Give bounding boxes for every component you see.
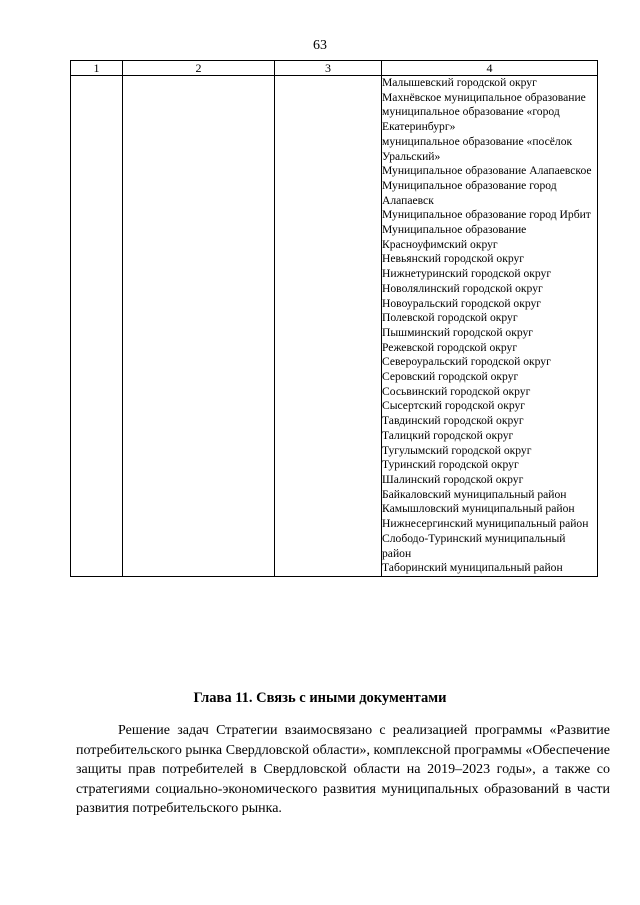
chapter-paragraph: Решение задач Стратегии взаимосвязано с реализацией программы «Развитие потребительского рынка Свердловской области», комплексной программы «Обеспечение защиты прав потребителей в Свердловской области на 2019–2023 годы», а также со стратегиями социально-экономического развития муниципальных образований в части развития потребительского рынка. (76, 723, 610, 816)
column-header-1: 1 (71, 61, 123, 76)
municipality-entry: Тавдинский городской округ (382, 414, 524, 428)
municipality-entry: Шалинский городской округ (382, 472, 524, 486)
municipality-entry: Пышминский городской округ (382, 325, 534, 339)
table-cell-col3 (275, 76, 382, 577)
municipality-entry: Невьянский городской округ (382, 252, 525, 266)
municipality-entry: Полевской городской округ (382, 311, 518, 325)
municipality-entry: Таборинский муниципальный район (382, 561, 563, 575)
municipality-entry: Режевской городской округ (382, 340, 518, 354)
municipality-entry: Нижнетуринский городской округ (382, 267, 552, 281)
municipality-entry: Малышевский городской округ (382, 76, 537, 89)
table-cell-col4 (382, 76, 598, 577)
municipality-entry: Североуральский городской округ (382, 355, 551, 369)
table-cell-col1 (71, 76, 123, 577)
municipality-entry: Муниципальное образование город Алапаевск (382, 178, 557, 207)
municipality-entry: муниципальное образование «город Екатеринбург» (382, 105, 560, 134)
chapter-title: Глава 11. Связь с иными документами (193, 690, 447, 706)
municipality-entry: Байкаловский муниципальный район (382, 487, 567, 501)
table-row (71, 76, 598, 577)
column-header-2: 2 (123, 61, 275, 76)
municipality-entry: Нижнесергинский муниципальный район (382, 517, 589, 531)
municipality-entry: Новолялинский городской округ (382, 281, 543, 295)
municipality-entry: Сосьвинский городской округ (382, 384, 531, 398)
table-cell-col2 (123, 76, 275, 577)
municipality-entry: Слободо-Туринский муниципальный район (382, 531, 566, 560)
municipality-entry: Махнёвское муниципальное образование (382, 90, 586, 104)
municipality-entry: Сысертский городской округ (382, 399, 526, 413)
municipality-entry: Муниципальное образование Алапаевское (382, 164, 592, 178)
municipality-entry: Муниципальное образование город Ирбит (382, 208, 591, 222)
column-header-3: 3 (275, 61, 382, 76)
page-number: 63 (313, 38, 327, 53)
column-header-4: 4 (382, 61, 598, 76)
municipality-entry: Новоуральский городской округ (382, 296, 542, 310)
table-header-row (71, 61, 598, 76)
municipality-entry: муниципальное образование «посёлок Уральский» (382, 134, 573, 163)
municipality-entry: Серовский городской округ (382, 370, 519, 384)
municipality-entry: Талицкий городской округ (382, 428, 514, 442)
municipalities-table (70, 60, 598, 577)
municipality-entry: Муниципальное образование Красноуфимский округ (382, 223, 527, 251)
municipality-entry: Камышловский муниципальный район (382, 502, 575, 516)
municipality-entry: Тугулымский городской округ (382, 443, 532, 457)
municipality-entry: Туринский городской округ (382, 458, 519, 472)
